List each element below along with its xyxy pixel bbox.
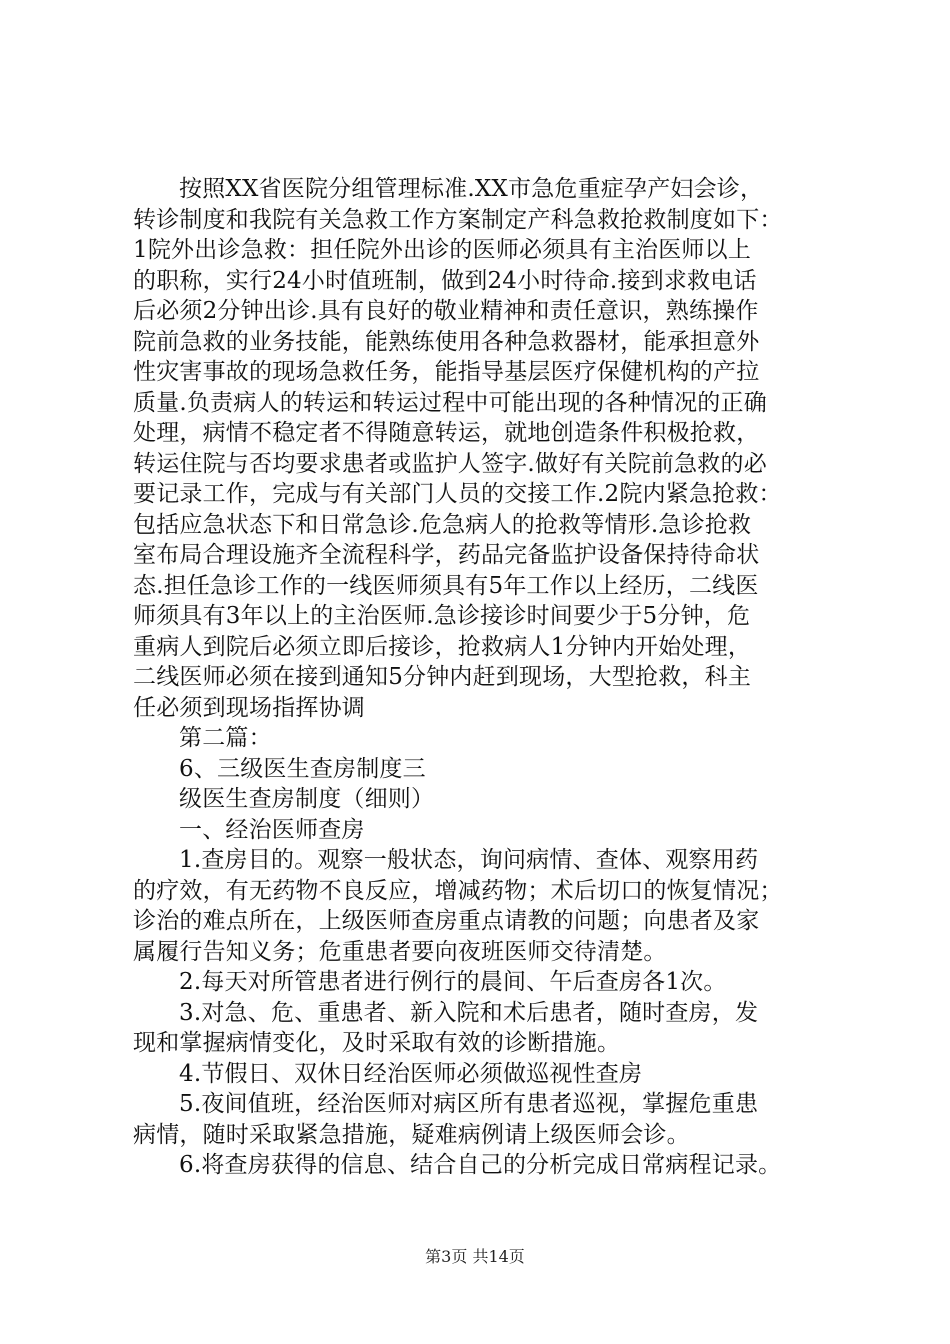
paragraph-line: 6.将查房获得的信息、结合自己的分析完成日常病程记录。: [179, 1152, 782, 1178]
paragraph-line: 的疗效，有无药物不良反应，增减药物；术后切口的恢复情况；: [133, 877, 783, 904]
section-heading: 第二篇：: [179, 725, 272, 751]
document-body: [133, 174, 833, 1181]
paragraph-line: 院前急救的业务技能，能熟练使用各种急救器材，能承担意外: [133, 328, 760, 355]
paragraph-line: 质量.负责病人的转运和转运过程中可能出现的各种情况的正确: [133, 389, 767, 416]
paragraph-line: 病情，随时采取紧急措施，疑难病例请上级医师会诊。: [133, 1121, 690, 1148]
paragraph-line: 性灾害事故的现场急救任务，能指导基层医疗保健机构的产拉: [133, 359, 760, 385]
paragraph-line: 按照XX省医院分组管理标准.XX市急危重症孕产妇会诊，: [179, 176, 764, 202]
paragraph-line: 现和掌握病情变化，及时采取有效的诊断措施。: [133, 1030, 621, 1056]
paragraph-line: 1院外出诊急救：担任院外出诊的医师必须具有主治医师以上: [133, 237, 752, 263]
page-number-footer: 第3页 共14页: [425, 1247, 525, 1266]
paragraph-line: 重病人到院后必须立即后接诊，抢救病人1分钟内开始处理，: [133, 633, 752, 660]
paragraph-line: 包括应急状态下和日常急诊.危急病人的抢救等情形.急诊抢救: [133, 511, 752, 538]
paragraph-line: 3.对急、危、重患者、新入院和术后患者，随时查房，发: [179, 999, 759, 1026]
paragraph-line: 室布局合理设施齐全流程科学，药品完备监护设备保持待命状: [133, 542, 760, 568]
paragraph-line: 5.夜间值班，经治医师对病区所有患者巡视，掌握危重患: [179, 1091, 759, 1117]
paragraph-line: 态.担任急诊工作的一线医师须具有5年工作以上经历，二线医: [133, 572, 759, 599]
paragraph-line: 4.节假日、双休日经治医师必须做巡视性查房: [179, 1060, 643, 1087]
paragraph-line: 任必须到现场指挥协调: [133, 694, 365, 721]
paragraph-line: 要记录工作，完成与有关部门人员的交接工作.2院内紧急抢救：: [133, 481, 782, 507]
section-heading: 级医生查房制度（细则）: [179, 786, 435, 812]
paragraph-line: 转运住院与否均要求患者或监护人签字.做好有关院前急救的必: [133, 450, 767, 477]
paragraph-line: 2.每天对所管患者进行例行的晨间、午后查房各1次。: [179, 969, 727, 995]
paragraph-line: 二线医师必须在接到通知5分钟内赶到现场，大型抢救，科主: [133, 664, 752, 690]
paragraph-line: 1.查房目的。观察一般状态，询问病情、查体、观察用药: [179, 847, 759, 873]
paragraph-line: 后必须2分钟出诊.具有良好的敬业精神和责任意识，熟练操作: [133, 298, 759, 324]
paragraph-line: 的职称，实行24小时值班制，做到24小时待命.接到求救电话: [133, 267, 757, 294]
paragraph-line: 转诊制度和我院有关急救工作方案制定产科急救抢救制度如下：: [133, 206, 783, 233]
paragraph-line: 处理，病情不稳定者不得随意转运，就地创造条件积极抢救，: [133, 420, 760, 446]
section-heading: 6、三级医生查房制度三: [179, 755, 426, 782]
paragraph-line: 属履行告知义务；危重患者要向夜班医师交待清楚。: [133, 938, 667, 965]
paragraph-line: 师须具有3年以上的主治医师.急诊接诊时间要少于5分钟，危: [133, 603, 751, 629]
paragraph-line: 诊治的难点所在，上级医师查房重点请教的问题；向患者及家: [133, 908, 760, 934]
section-heading: 一、经治医师查房: [179, 816, 365, 843]
